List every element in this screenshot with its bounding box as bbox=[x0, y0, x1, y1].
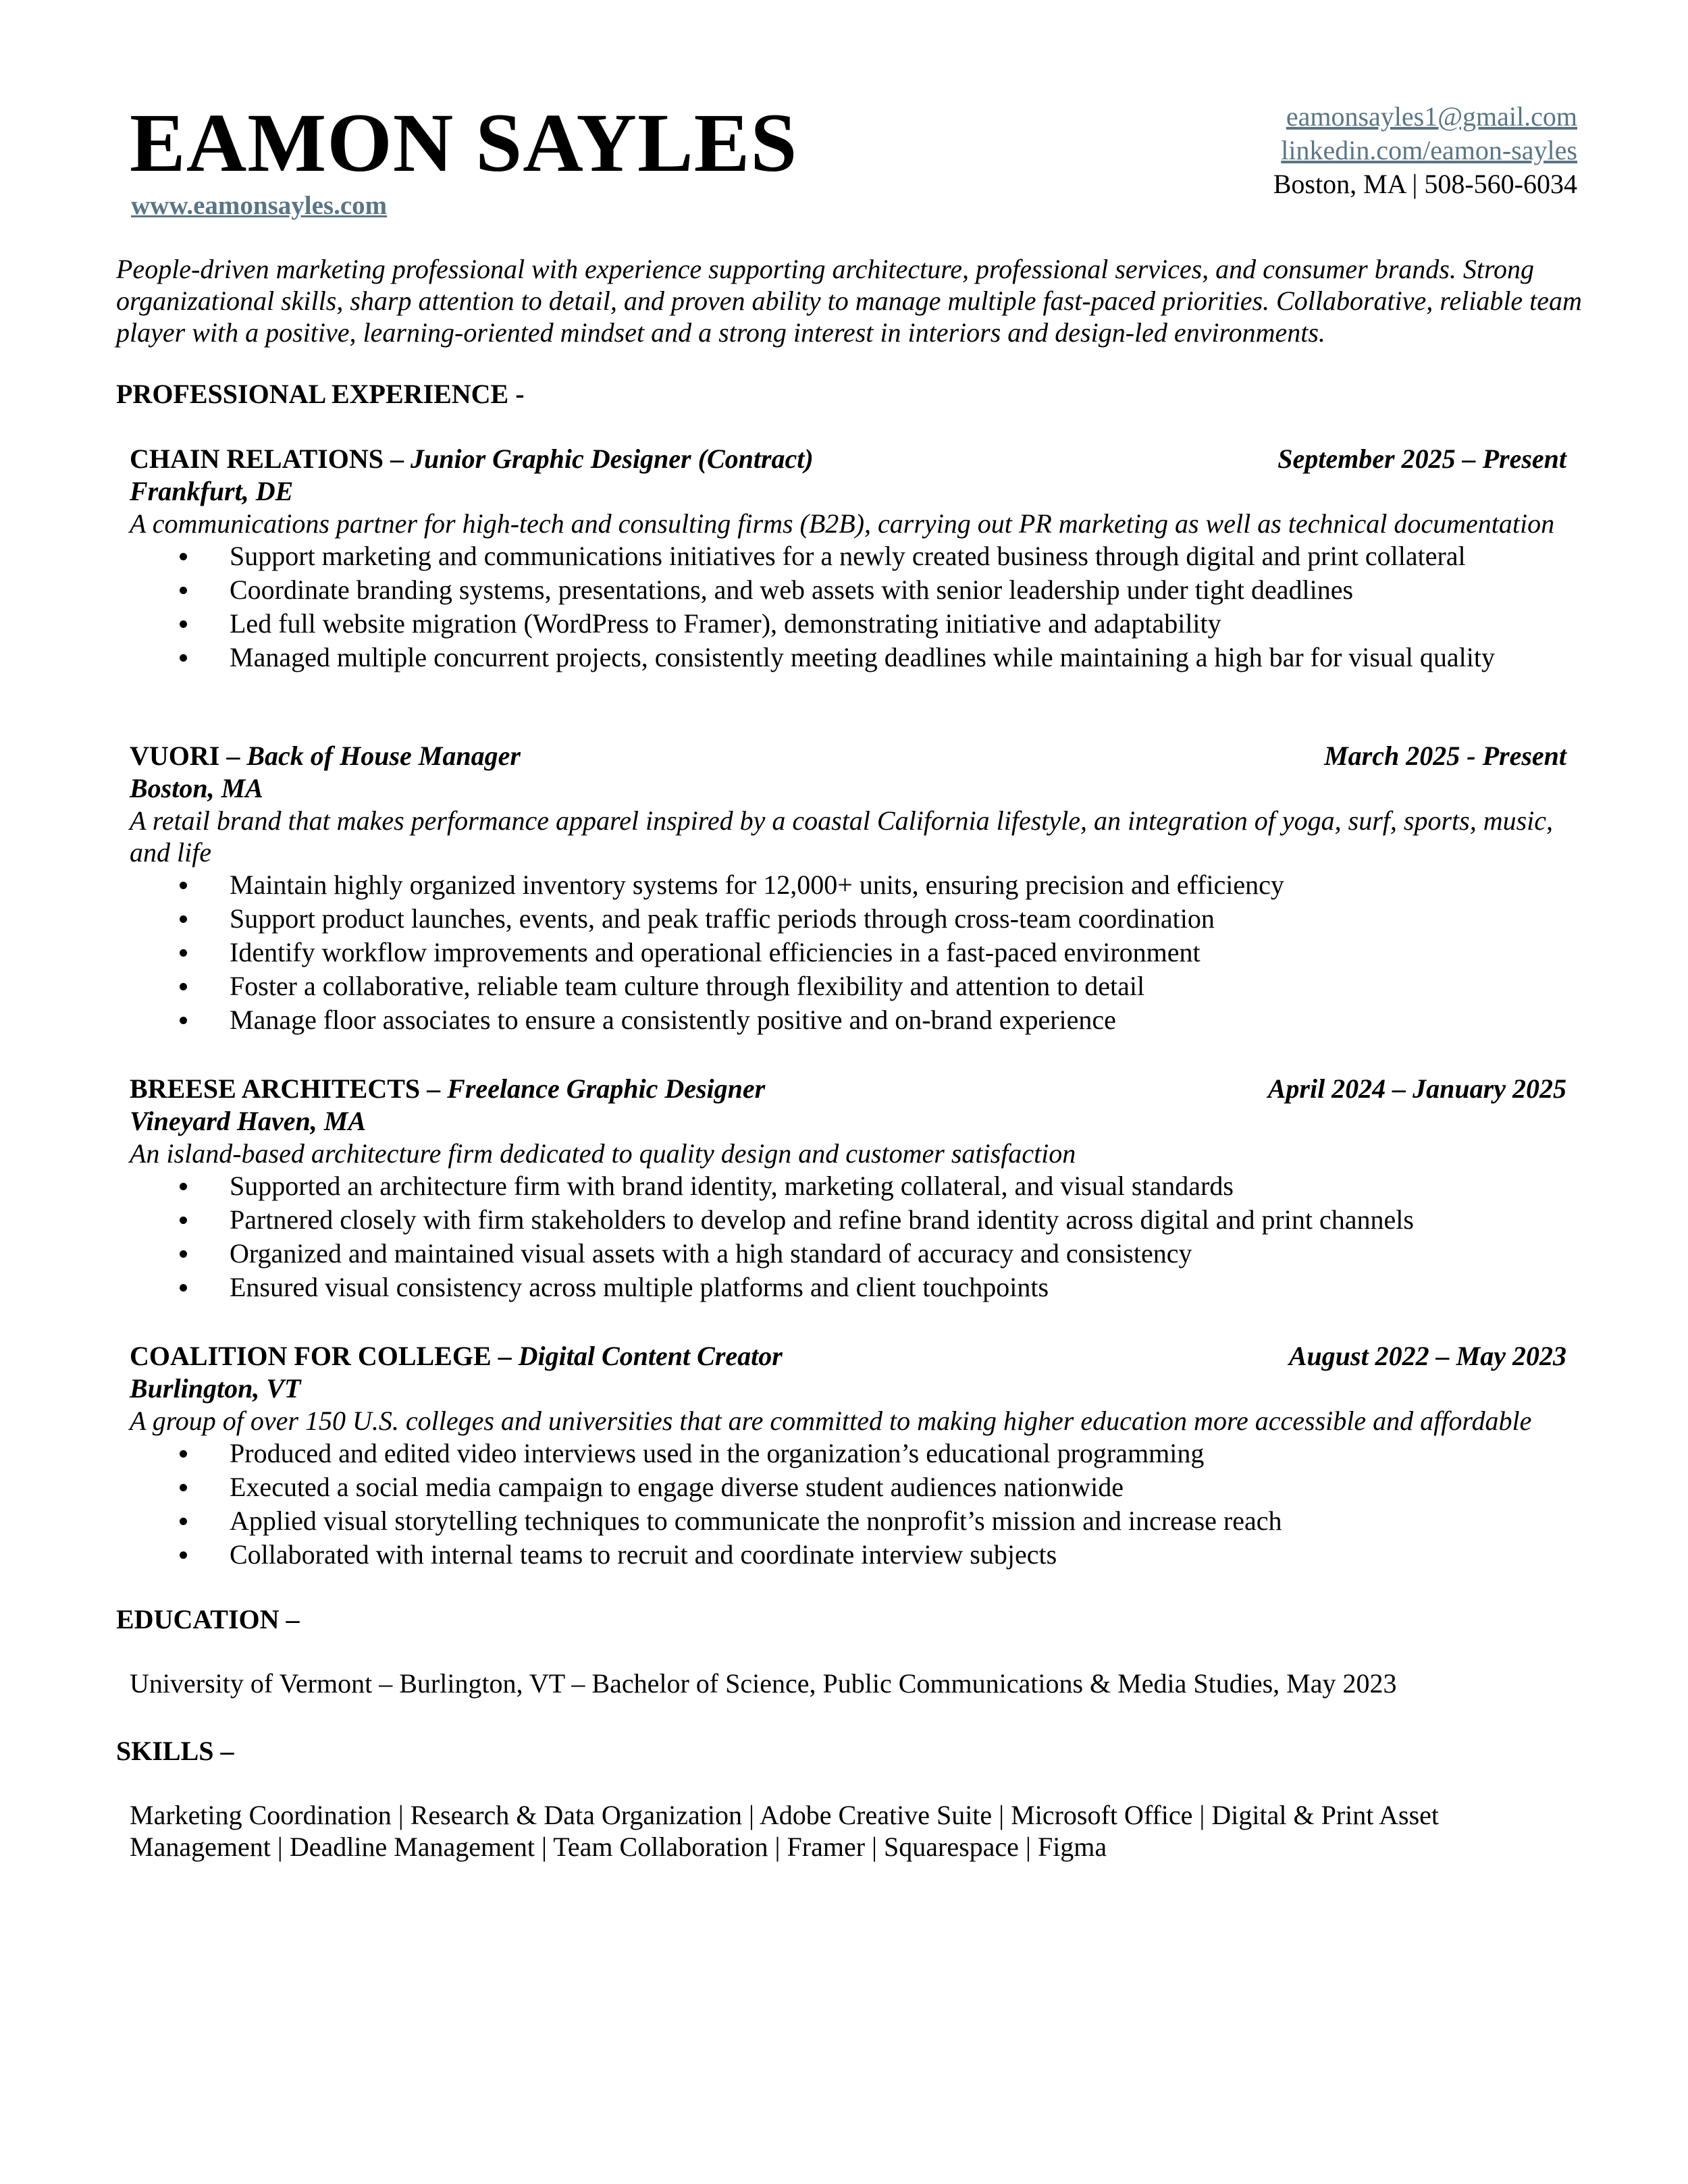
job-role: Freelance Graphic Designer bbox=[447, 1073, 766, 1104]
skills-list: Marketing Coordination | Research & Data Organization | Adobe Creative Suite | Microsoft Office | Digital & Print Asset Management | Deadline Management | Team Collaboration | Framer | Squarespace | Figma bbox=[130, 1800, 1440, 1862]
job-bullet: Collaborated with internal teams to recruit and coordinate interview subjects bbox=[130, 1538, 1566, 1572]
job-header bbox=[130, 740, 1566, 772]
job-separator: – bbox=[219, 741, 247, 771]
job-location: Burlington, VT bbox=[130, 1373, 301, 1404]
location-phone: Boston, MA | 508-560-6034 bbox=[1273, 169, 1577, 199]
job-bullet: Maintain highly organized inventory systems for 12,000+ units, ensuring precision and efficiency bbox=[130, 868, 1566, 902]
job-bullet: Manage floor associates to ensure a consistently positive and on-brand experience bbox=[130, 1003, 1566, 1037]
job-bullet: Managed multiple concurrent projects, consistently meeting deadlines while maintaining a high bar for visual quality bbox=[130, 641, 1566, 674]
education-entry: University of Vermont – Burlington, VT – Bachelor of Science, Public Communications & Media Studies, May 2023 bbox=[130, 1668, 1397, 1699]
job-location: Boston, MA bbox=[130, 773, 263, 803]
job-bullet: Support marketing and communications initiatives for a newly created business through digital and print collateral bbox=[130, 539, 1566, 573]
job-bullets bbox=[130, 1437, 1566, 1572]
job-description: A communications partner for high-tech and consulting firms (B2B), carrying out PR marketing as well as technical documentation bbox=[130, 508, 1555, 539]
job-bullet: Applied visual storytelling techniques to communicate the nonprofit’s mission and increase reach bbox=[130, 1504, 1566, 1538]
job-bullet: Partnered closely with firm stakeholders to develop and refine brand identity across digital and print channels bbox=[130, 1203, 1566, 1237]
job-company: COALITION FOR COLLEGE bbox=[130, 1341, 492, 1371]
job-bullet: Foster a collaborative, reliable team culture through flexibility and attention to detail bbox=[130, 969, 1566, 1003]
job-entry bbox=[130, 443, 1566, 674]
job-bullet: Support product launches, events, and peak traffic periods through cross-team coordination bbox=[130, 902, 1566, 936]
job-bullet: Organized and maintained visual assets with a high standard of accuracy and consistency bbox=[130, 1237, 1566, 1271]
summary-paragraph: People-driven marketing professional with experience supporting architecture, professional services, and consumer brands. Strong organizational skills, sharp attention to detail, and proven ability to manage multiple fast-paced priorities. Collaborative, reliable team player with a positive, learning-oriented mindset and a strong interest in interiors and design-led environments. bbox=[116, 254, 1582, 348]
job-entry bbox=[130, 1340, 1566, 1572]
job-header bbox=[130, 1073, 1566, 1105]
email-link[interactable]: eamonsayles1@gmail.com bbox=[1286, 101, 1577, 132]
job-location: Frankfurt, DE bbox=[130, 476, 294, 506]
job-role: Digital Content Creator bbox=[518, 1341, 783, 1371]
job-separator: – bbox=[420, 1073, 448, 1104]
job-header bbox=[130, 1340, 1566, 1373]
job-description: An island-based architecture firm dedicated to quality design and customer satisfaction bbox=[130, 1138, 1076, 1169]
job-bullet: Supported an architecture firm with brand identity, marketing collateral, and visual standards bbox=[130, 1169, 1566, 1203]
job-location: Vineyard Haven, MA bbox=[130, 1106, 367, 1136]
education-section-title: EDUCATION – bbox=[116, 1604, 300, 1634]
job-role: Back of House Manager bbox=[246, 741, 521, 771]
job-bullet: Identify workflow improvements and operational efficiencies in a fast-paced environment bbox=[130, 936, 1566, 969]
job-bullets bbox=[130, 1169, 1566, 1304]
job-description: A retail brand that makes performance apparel inspired by a coastal California lifestyle, an integration of yoga, surf, sports, music, and life bbox=[130, 805, 1554, 868]
job-bullet: Produced and edited video interviews used in the organization’s educational programming bbox=[130, 1437, 1566, 1470]
job-company: BREESE ARCHITECTS bbox=[130, 1073, 421, 1104]
job-separator: – bbox=[491, 1341, 519, 1371]
job-company: VUORI bbox=[130, 741, 220, 771]
job-header bbox=[130, 443, 1566, 475]
linkedin-link[interactable]: linkedin.com/eamon-sayles bbox=[1281, 135, 1577, 165]
job-bullet: Executed a social media campaign to engage diverse student audiences nationwide bbox=[130, 1470, 1566, 1504]
job-bullets bbox=[130, 539, 1566, 674]
skills-section-title: SKILLS – bbox=[116, 1736, 234, 1766]
job-dates: August 2022 – May 2023 bbox=[1288, 1341, 1566, 1371]
job-company: CHAIN RELATIONS bbox=[130, 444, 384, 474]
job-dates: March 2025 - Present bbox=[1324, 741, 1566, 771]
contact-block bbox=[1273, 100, 1577, 201]
job-role: Junior Graphic Designer (Contract) bbox=[411, 444, 814, 474]
job-description: A group of over 150 U.S. colleges and universities that are committed to making higher education more accessible and affordable bbox=[130, 1406, 1532, 1436]
job-dates: September 2025 – Present bbox=[1277, 444, 1566, 474]
job-bullet: Ensured visual consistency across multiple platforms and client touchpoints bbox=[130, 1271, 1566, 1304]
candidate-name: EAMON SAYLES bbox=[130, 97, 798, 189]
job-dates: April 2024 – January 2025 bbox=[1267, 1073, 1566, 1104]
job-separator: – bbox=[384, 444, 411, 474]
job-bullet: Coordinate branding systems, presentations, and web assets with senior leadership under tight deadlines bbox=[130, 573, 1566, 607]
job-entry bbox=[130, 1073, 1566, 1304]
job-bullets bbox=[130, 868, 1566, 1037]
experience-section-title: PROFESSIONAL EXPERIENCE - bbox=[116, 379, 525, 409]
job-bullet: Led full website migration (WordPress to Framer), demonstrating initiative and adaptability bbox=[130, 607, 1566, 641]
website-link[interactable]: www.eamonsayles.com bbox=[131, 191, 388, 220]
job-entry bbox=[130, 740, 1566, 1037]
